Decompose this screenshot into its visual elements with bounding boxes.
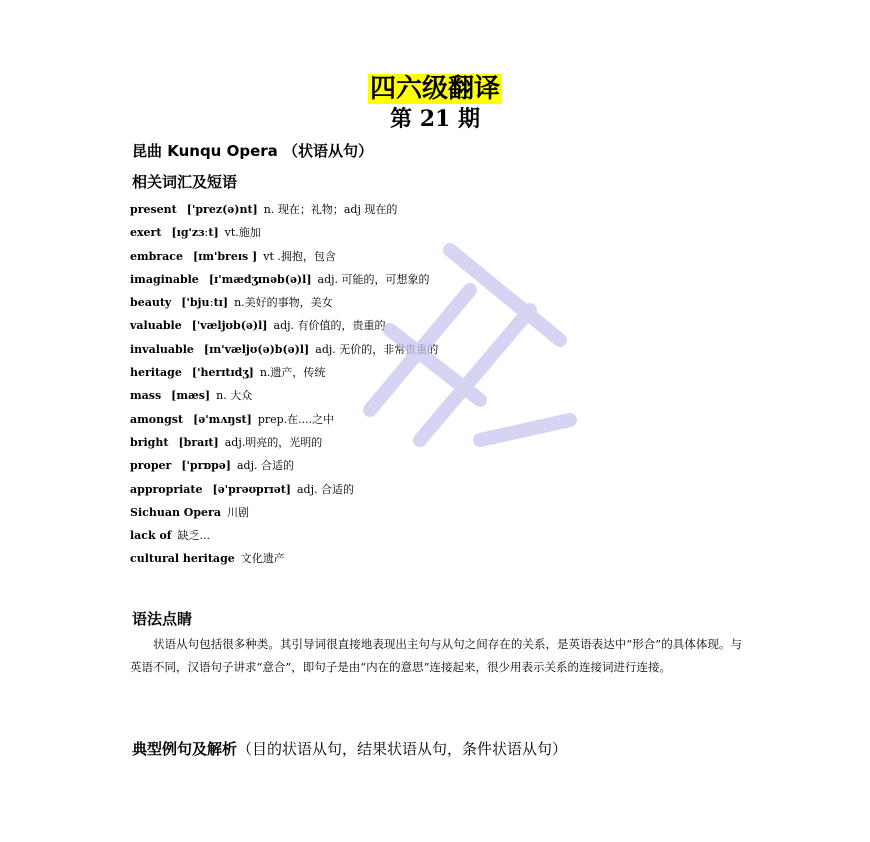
vocab-phonetic: [ɪ'mædʒɪnəb(ə)l] — [208, 272, 312, 286]
vocab-heading: 相关词汇及短语 — [132, 173, 238, 191]
vocab-phonetic: [ɪg'zɜːt] — [171, 226, 219, 240]
vocab-item — [130, 268, 770, 291]
vocab-word: mass — [130, 389, 162, 403]
vocab-phonetic: ['væljʊb(ə)l] — [191, 319, 268, 333]
vocab-word: invaluable — [130, 342, 194, 356]
vocab-word: valuable — [130, 319, 182, 333]
vocab-meaning: n. 大众 — [216, 389, 253, 403]
vocab-meaning: adj. 有价值的，贵重的 — [273, 319, 386, 333]
vocab-phonetic: [ə'mʌŋst] — [193, 412, 252, 426]
vocab-word: heritage — [130, 366, 182, 380]
vocab-word: embrace — [130, 249, 183, 263]
vocab-item — [130, 547, 770, 570]
document-title-text: 四六级翻译 — [369, 74, 500, 104]
vocab-item — [130, 524, 770, 547]
vocab-word: lack of — [130, 529, 172, 543]
examples-subtitle: （目的状语从句，结果状语从句，条件状语从句） — [237, 740, 568, 758]
vocab-meaning: n. 现在；礼物；adj 现在的 — [263, 203, 398, 216]
vocab-item — [130, 314, 770, 337]
vocab-meaning: vt .拥抱，包含 — [263, 249, 336, 263]
vocab-meaning: n.遗产，传统 — [259, 366, 326, 380]
vocab-phonetic: ['prez(ə)nt] — [186, 203, 258, 216]
issue-number: 第 21 期 — [390, 106, 480, 132]
vocab-meaning: vt.施加 — [224, 226, 261, 240]
vocab-word: appropriate — [130, 482, 203, 496]
vocab-item — [130, 221, 770, 244]
vocab-phonetic: ['herɪtɪdʒ] — [191, 366, 254, 380]
vocab-item — [130, 408, 770, 431]
vocab-phonetic: [mæs] — [171, 389, 211, 403]
vocab-item — [130, 454, 770, 477]
vocab-item — [130, 501, 770, 524]
vocab-word: beauty — [130, 296, 172, 310]
vocab-item — [130, 384, 770, 407]
vocab-item — [130, 431, 770, 454]
vocab-meaning: adj. 可能的，可想象的 — [317, 272, 430, 286]
vocab-word: amongst — [130, 412, 184, 426]
grammar-paragraph: 状语从句包括很多种类。其引导词很直接地表现出主句与从句之间存在的关系，是英语表达中“形合”的具体体现。与英语不同，汉语句子讲求“意合”，即句子是由“内在的意思”连接起来，很少用表示关系的连接词进行连接。 — [130, 637, 742, 674]
vocab-meaning: adj. 无价的，非常贵重的 — [315, 342, 439, 356]
vocab-word: cultural heritage — [130, 552, 235, 566]
vocab-phonetic: [braɪt] — [178, 435, 219, 449]
vocab-word: Sichuan Opera — [130, 505, 221, 519]
vocab-item — [130, 245, 770, 268]
vocab-phonetic: ['prɒpə] — [181, 459, 231, 473]
topic-heading: 昆曲 Kunqu Opera （状语从句） — [132, 142, 373, 160]
vocab-meaning: 文化遗产 — [240, 552, 285, 566]
vocab-meaning: adj. 合适的 — [236, 459, 294, 473]
vocab-word: proper — [130, 459, 172, 473]
vocab-meaning: adj. 合适的 — [297, 482, 355, 496]
examples-heading — [132, 737, 567, 761]
vocab-item — [130, 291, 770, 314]
examples-heading-text: 典型例句及解析 — [132, 740, 238, 758]
vocab-meaning: n.美好的事物，美女 — [234, 296, 333, 310]
vocab-phonetic: [ə'prəʊprɪət] — [212, 482, 291, 496]
vocab-phonetic: ['bjuːtɪ] — [181, 296, 229, 310]
vocab-word: exert — [130, 226, 162, 240]
vocab-word: imaginable — [130, 272, 199, 286]
vocab-meaning: prep.在....之中 — [257, 412, 335, 426]
vocab-meaning: 缺乏... — [177, 529, 211, 543]
vocab-meaning: 川剧 — [226, 505, 249, 519]
vocab-phonetic: [ɪn'væljʊ(ə)b(ə)l] — [203, 342, 310, 356]
vocab-word: bright — [130, 435, 169, 449]
vocab-meaning: adj.明亮的，光明的 — [224, 435, 323, 449]
vocab-list — [130, 198, 770, 571]
vocab-phonetic: [ɪm'breɪs ] — [192, 249, 258, 263]
vocab-item — [130, 361, 770, 384]
vocab-word: present — [130, 203, 177, 216]
grammar-heading: 语法点睛 — [132, 610, 193, 628]
vocab-item — [130, 198, 770, 221]
document-title — [0, 72, 870, 106]
vocab-item — [130, 478, 770, 501]
vocab-item — [130, 338, 770, 361]
